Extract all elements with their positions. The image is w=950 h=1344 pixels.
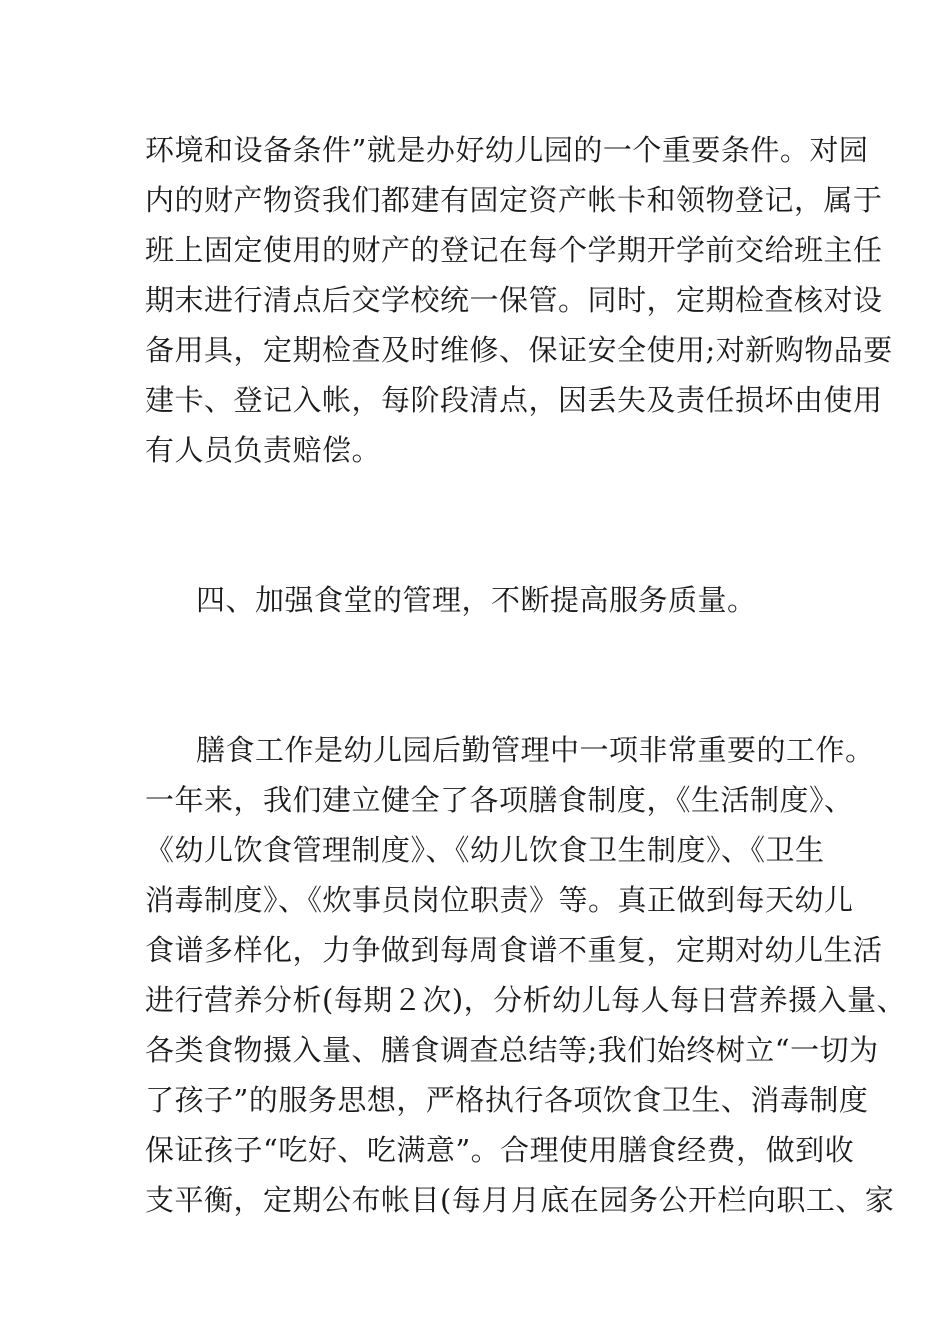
paragraph-line: 内的财产物资我们都建有固定资产帐卡和领物登记，属于: [145, 183, 883, 217]
paragraph-line: 《幼儿饮食管理制度》、《幼儿饮食卫生制度》、《卫生: [145, 833, 825, 867]
paragraph-line: 各类食物摄入量、膳食调查总结等;我们始终树立“一切为: [145, 1033, 879, 1067]
paragraph-line: 环境和设备条件”就是办好幼儿园的一个重要条件。对园: [145, 133, 869, 167]
paragraph-line: 膳食工作是幼儿园后勤管理中一项非常重要的工作。: [196, 733, 875, 767]
paragraph-line: 进行营养分析(每期２次)，分析幼儿每人每日营养摄入量、: [145, 983, 907, 1017]
paragraph-line: 支平衡，定期公布帐目(每月月底在园务公开栏向职工、家: [145, 1183, 895, 1217]
paragraph-line: 食谱多样化，力争做到每周食谱不重复，定期对幼儿生活: [145, 933, 883, 967]
section-heading: 四、加强食堂的管理，不断提高服务质量。: [196, 583, 757, 617]
paragraph-line: 班上固定使用的财产的登记在每个学期开学前交给班主任: [145, 233, 883, 267]
paragraph-line: 保证孩子“吃好、吃满意”。合理使用膳食经费，做到收: [145, 1133, 855, 1167]
paragraph-line: 建卡、登记入帐，每阶段清点，因丢失及责任损坏由使用: [145, 383, 883, 417]
paragraph-line: 有人员负责赔偿。: [145, 433, 382, 467]
paragraph-line: 一年来，我们建立健全了各项膳食制度，《生活制度》、: [145, 783, 854, 817]
paragraph-line: 了孩子”的服务思想，严格执行各项饮食卫生、消毒制度: [145, 1083, 869, 1117]
paragraph-line: 期末进行清点后交学校统一保管。同时，定期检查核对设: [145, 283, 883, 317]
paragraph-line: 消毒制度》、《炊事员岗位职责》等。真正做到每天幼儿: [145, 883, 854, 917]
paragraph-line: 备用具，定期检查及时维修、保证安全使用;对新购物品要: [145, 333, 893, 367]
